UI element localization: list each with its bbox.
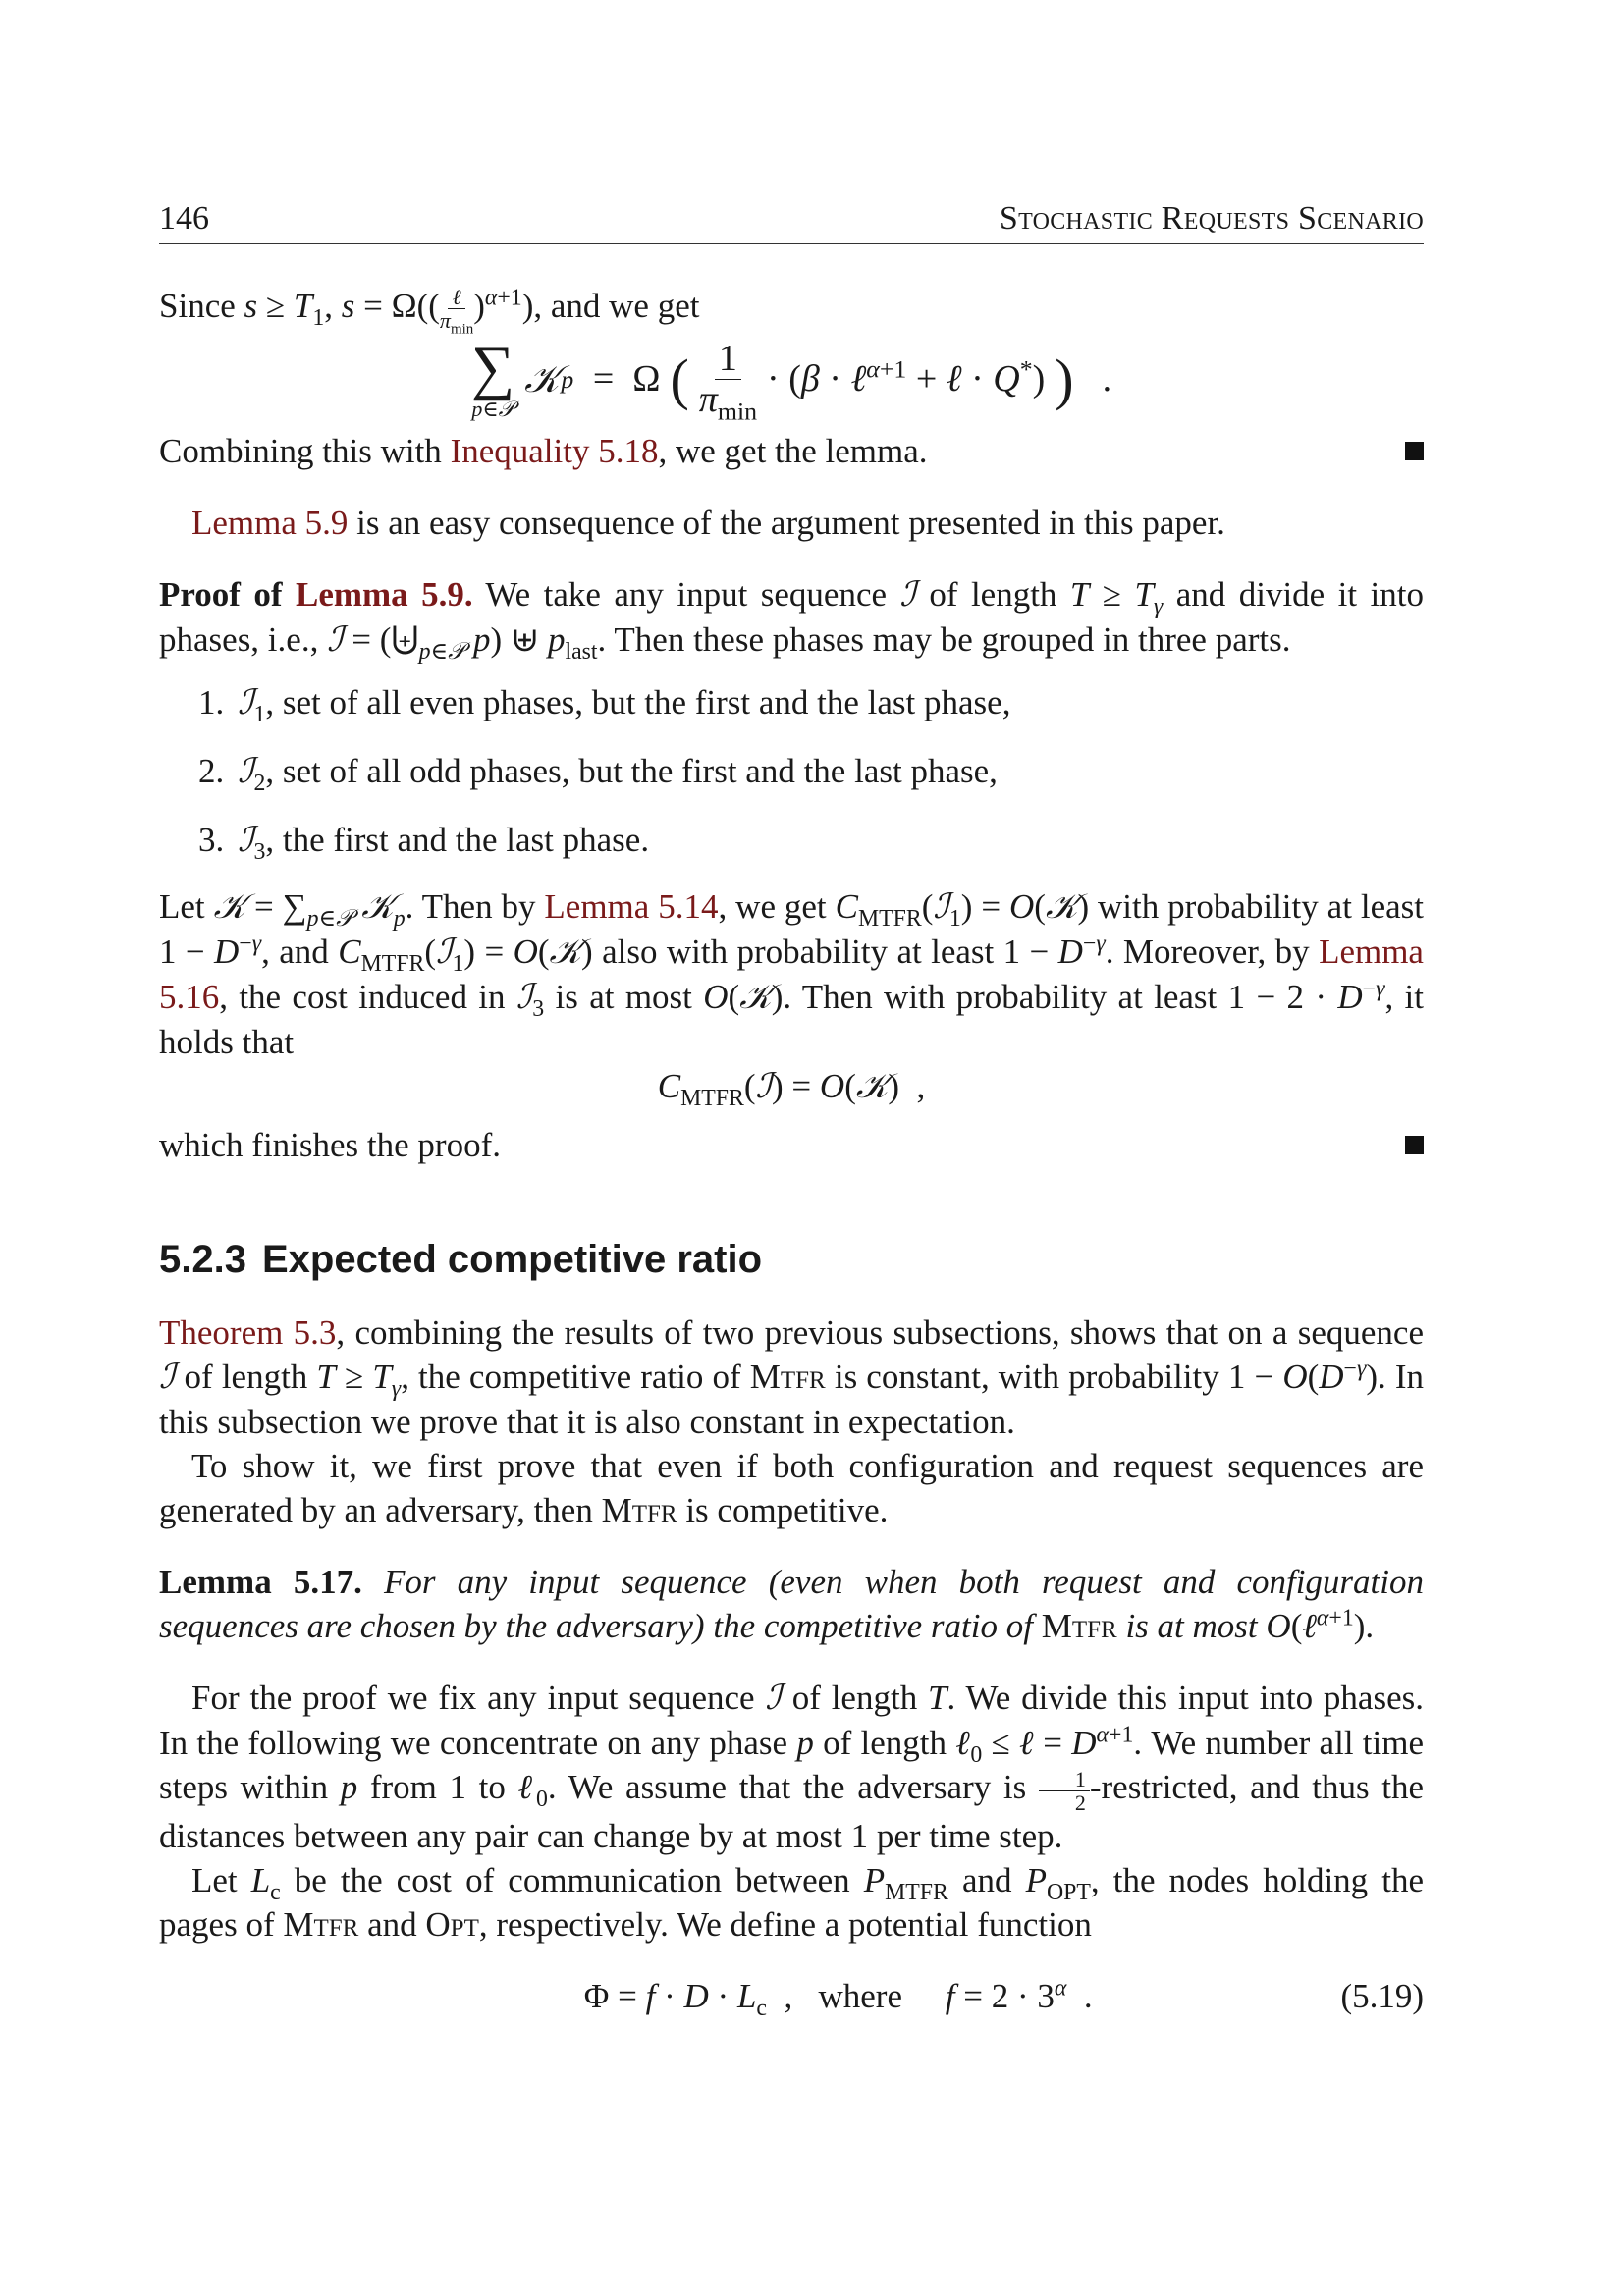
display-equation-sum: ∑ p∈𝒫 𝒦 p = Ω ( $\frac{1}{\pi_{min}}$ · (β · ℓ$^{\alpha+1}$ + ℓ · Q*) ) . [470,334,1112,426]
paragraph-proof-fix: For the proof we fix any input sequence ℐ of length T. We divide this input into phases. In the following we concentrate on any phase p of length ℓ$_0$ ≤ ℓ = $D^{\alpha+1}$. We number all time steps within p from 1 to ℓ$_0$. We assume that the adversary is $\frac{1}{2}$ -restricted, and thus the distances between any pair can change by at most 1 per time step. [159,1679,1425,1855]
paragraph-let-k: Let 𝒦 = $\sum_{p\in 𝒫}$ 𝒦$_p$. Then by Lemma 5.14, we get $C_{MTFR}(ℐ_1)$ = O(𝒦) with probability at least $1 - D^{-\gamma}$, and $C_{MTFR}(ℐ_1)$ = O(𝒦) also with probability at least $1 - D^{-\gamma}$. Moreover, by Lemma 5.16, the cost induced in ℐ$_3$ is at most O(𝒦). Then with probability at least $1 - 2 \cdot D^{-\gamma}$, it holds that [159,887,1424,1062]
running-header [159,196,1424,244]
paragraph-theorem: Theorem 5.3, combining the results of two previous subsections, shows that on a sequence ℐ of length $T \ge T_\gamma$, the competitive ratio of Mtfr is constant, with probability $1 - O(D^{-\gamma})$. In this subsection we prove that it is also constant in expectation. [159,1313,1425,1442]
link-theorem-5-3[interactable]: Theorem 5.3 [159,1313,337,1353]
paragraph-combining: Combining this with Inequality 5.18, we get the lemma. [159,429,1424,473]
link-lemma-5-16[interactable]: Lemma 5.16 [159,933,1424,1017]
list-item: 2. ℐ$_2$, set of all odd phases, but the first and the last phase, [198,752,998,797]
equation-5-19: $\Phi = f \cdot D \cdot L_c$ , where $f = 2 \cdot 3^\alpha$ . (5.19) [583,1975,1424,2021]
paragraph-lemma-consequence: Lemma 5.9 is an easy consequence of the argument presented in this paper. [191,504,1225,543]
link-inequality-5-18[interactable]: Inequality 5.18 [450,432,659,471]
paragraph-proof: Proof of Lemma 5.9. We take any input sequence ℐ of length $T \ge T_\gamma$ and divide it into phases, i.e., ℐ = ($⨄_{p\in 𝒫}$ p) ⊎ $p_{last}$. Then these phases may be grouped in three parts. [159,575,1424,666]
qed-square-icon [1405,1136,1424,1154]
section-heading: 5.2.3 Expected competitive ratio [159,1238,763,1282]
phase-parts-list [159,680,1424,866]
list-item: 3. ℐ$_3$, the first and the last phase. [198,821,650,866]
qed-square-icon [1405,442,1424,460]
page-number: 146 [159,200,209,237]
paragraph-to-show: To show it, we first prove that even if both configuration and request sequences are generated by an adversary, then Mtfr is competitive. [159,1447,1424,1530]
page [159,196,1425,2021]
list-item: 1. ℐ$_1$, set of all even phases, but the first and the last phase, [198,683,1011,728]
paragraph-let-lc: Let $L_c$ be the cost of communication between $P_{MTFR}$ and $P_{OPT}$, the nodes holding the pages of Mtfr and Opt, respectively. We define a potential function [159,1860,1424,1944]
display-equation-cost: $C_{MTFR}(ℐ)$ = O(𝒦) , [657,1067,926,1112]
link-lemma-5-9-proof[interactable]: Lemma 5.9. [295,575,473,614]
link-lemma-5-14[interactable]: Lemma 5.14 [544,887,719,927]
paragraph-since: Since $s \ge T_1$, s = Ω(( $\frac{\text{ℓ}}{\pi_{min}}$ )$^{\alpha+1}$), and we get [159,285,700,338]
paragraph-finishes: which finishes the proof. [159,1123,1424,1167]
equation-number: (5.19) [1340,1976,1424,2015]
running-title: Stochastic Requests Scenario [999,200,1424,237]
link-lemma-5-9[interactable]: Lemma 5.9 [191,504,349,543]
lemma-5-17: Lemma 5.17. For any input sequence (even when both request and configuration sequences are chosen by the adversary) the competitive ratio of Mtfr is at most O(ℓ$^{\alpha+1}$). [159,1563,1424,1646]
